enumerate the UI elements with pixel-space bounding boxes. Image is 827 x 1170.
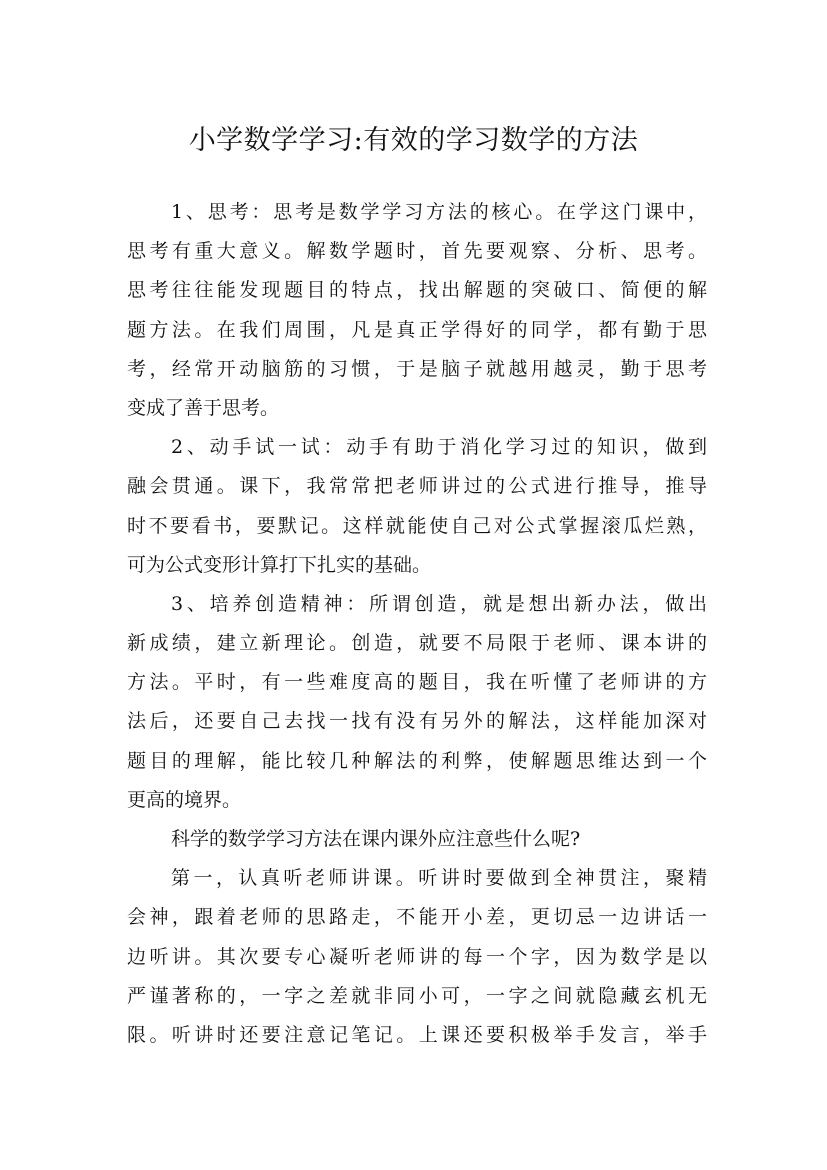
- text-line: 科学的数学学习方法在课内课外应注意些什么呢?: [171, 828, 581, 850]
- text-line: 边听讲。其次要专心凝听老师讲的每一个字，因为数学是以: [127, 945, 707, 968]
- text-line: 新成绩，建立新理论。创造，就要不局限于老师、课本讲的: [127, 632, 707, 655]
- document-body: [127, 193, 707, 1055]
- text-line: 可为公式变形计算打下扎实的基础。: [127, 553, 432, 576]
- text-line: 方法。平时，有一些难度高的题目，我在听懂了老师讲的方: [127, 671, 707, 694]
- text-line: 融会贯通。课下，我常常把老师讲过的公式进行推导，推导: [127, 475, 707, 498]
- page-title: 小学数学学习:有效的学习数学的方法: [188, 125, 639, 157]
- text-line: 题方法。在我们周围，凡是真正学得好的同学，都有勤于思: [127, 318, 707, 341]
- text-line: 2、动手试一试：动手有助于消化学习过的知识，做到: [171, 436, 707, 459]
- text-line: 第一，认真听老师讲课。听讲时要做到全神贯注，聚精: [171, 867, 707, 890]
- text-line: 题目的理解，能比较几种解法的利弊，使解题思维达到一个: [127, 749, 707, 772]
- text-line: 时不要看书，要默记。这样就能使自己对公式掌握滚瓜烂熟，: [127, 514, 707, 537]
- text-line: 法后，还要自己去找一找有没有另外的解法，这样能加深对: [127, 710, 707, 733]
- text-line: 1、思考：思考是数学学习方法的核心。在学这门课中，: [171, 201, 707, 223]
- text-line: 严谨著称的，一字之差就非同小可，一字之间就隐藏玄机无: [127, 984, 707, 1007]
- text-line: 思考往往能发现题目的特点，找出解题的突破口、简便的解: [127, 279, 707, 302]
- text-line: 更高的境界。: [127, 788, 242, 811]
- text-line: 变成了善于思考。: [127, 396, 280, 419]
- text-line: 限。听讲时还要注意记笔记。上课还要积极举手发言，举手: [127, 1023, 707, 1046]
- text-line: 思考有重大意义。解数学题时，首先要观察、分析、思考。: [127, 240, 707, 263]
- text-line: 会神，跟着老师的思路走，不能开小差，更切忌一边讲话一: [127, 906, 707, 929]
- text-line: 3、培养创造精神：所谓创造，就是想出新办法，做出: [171, 592, 707, 615]
- text-line: 考，经常开动脑筋的习惯，于是脑子就越用越灵，勤于思考: [127, 357, 707, 380]
